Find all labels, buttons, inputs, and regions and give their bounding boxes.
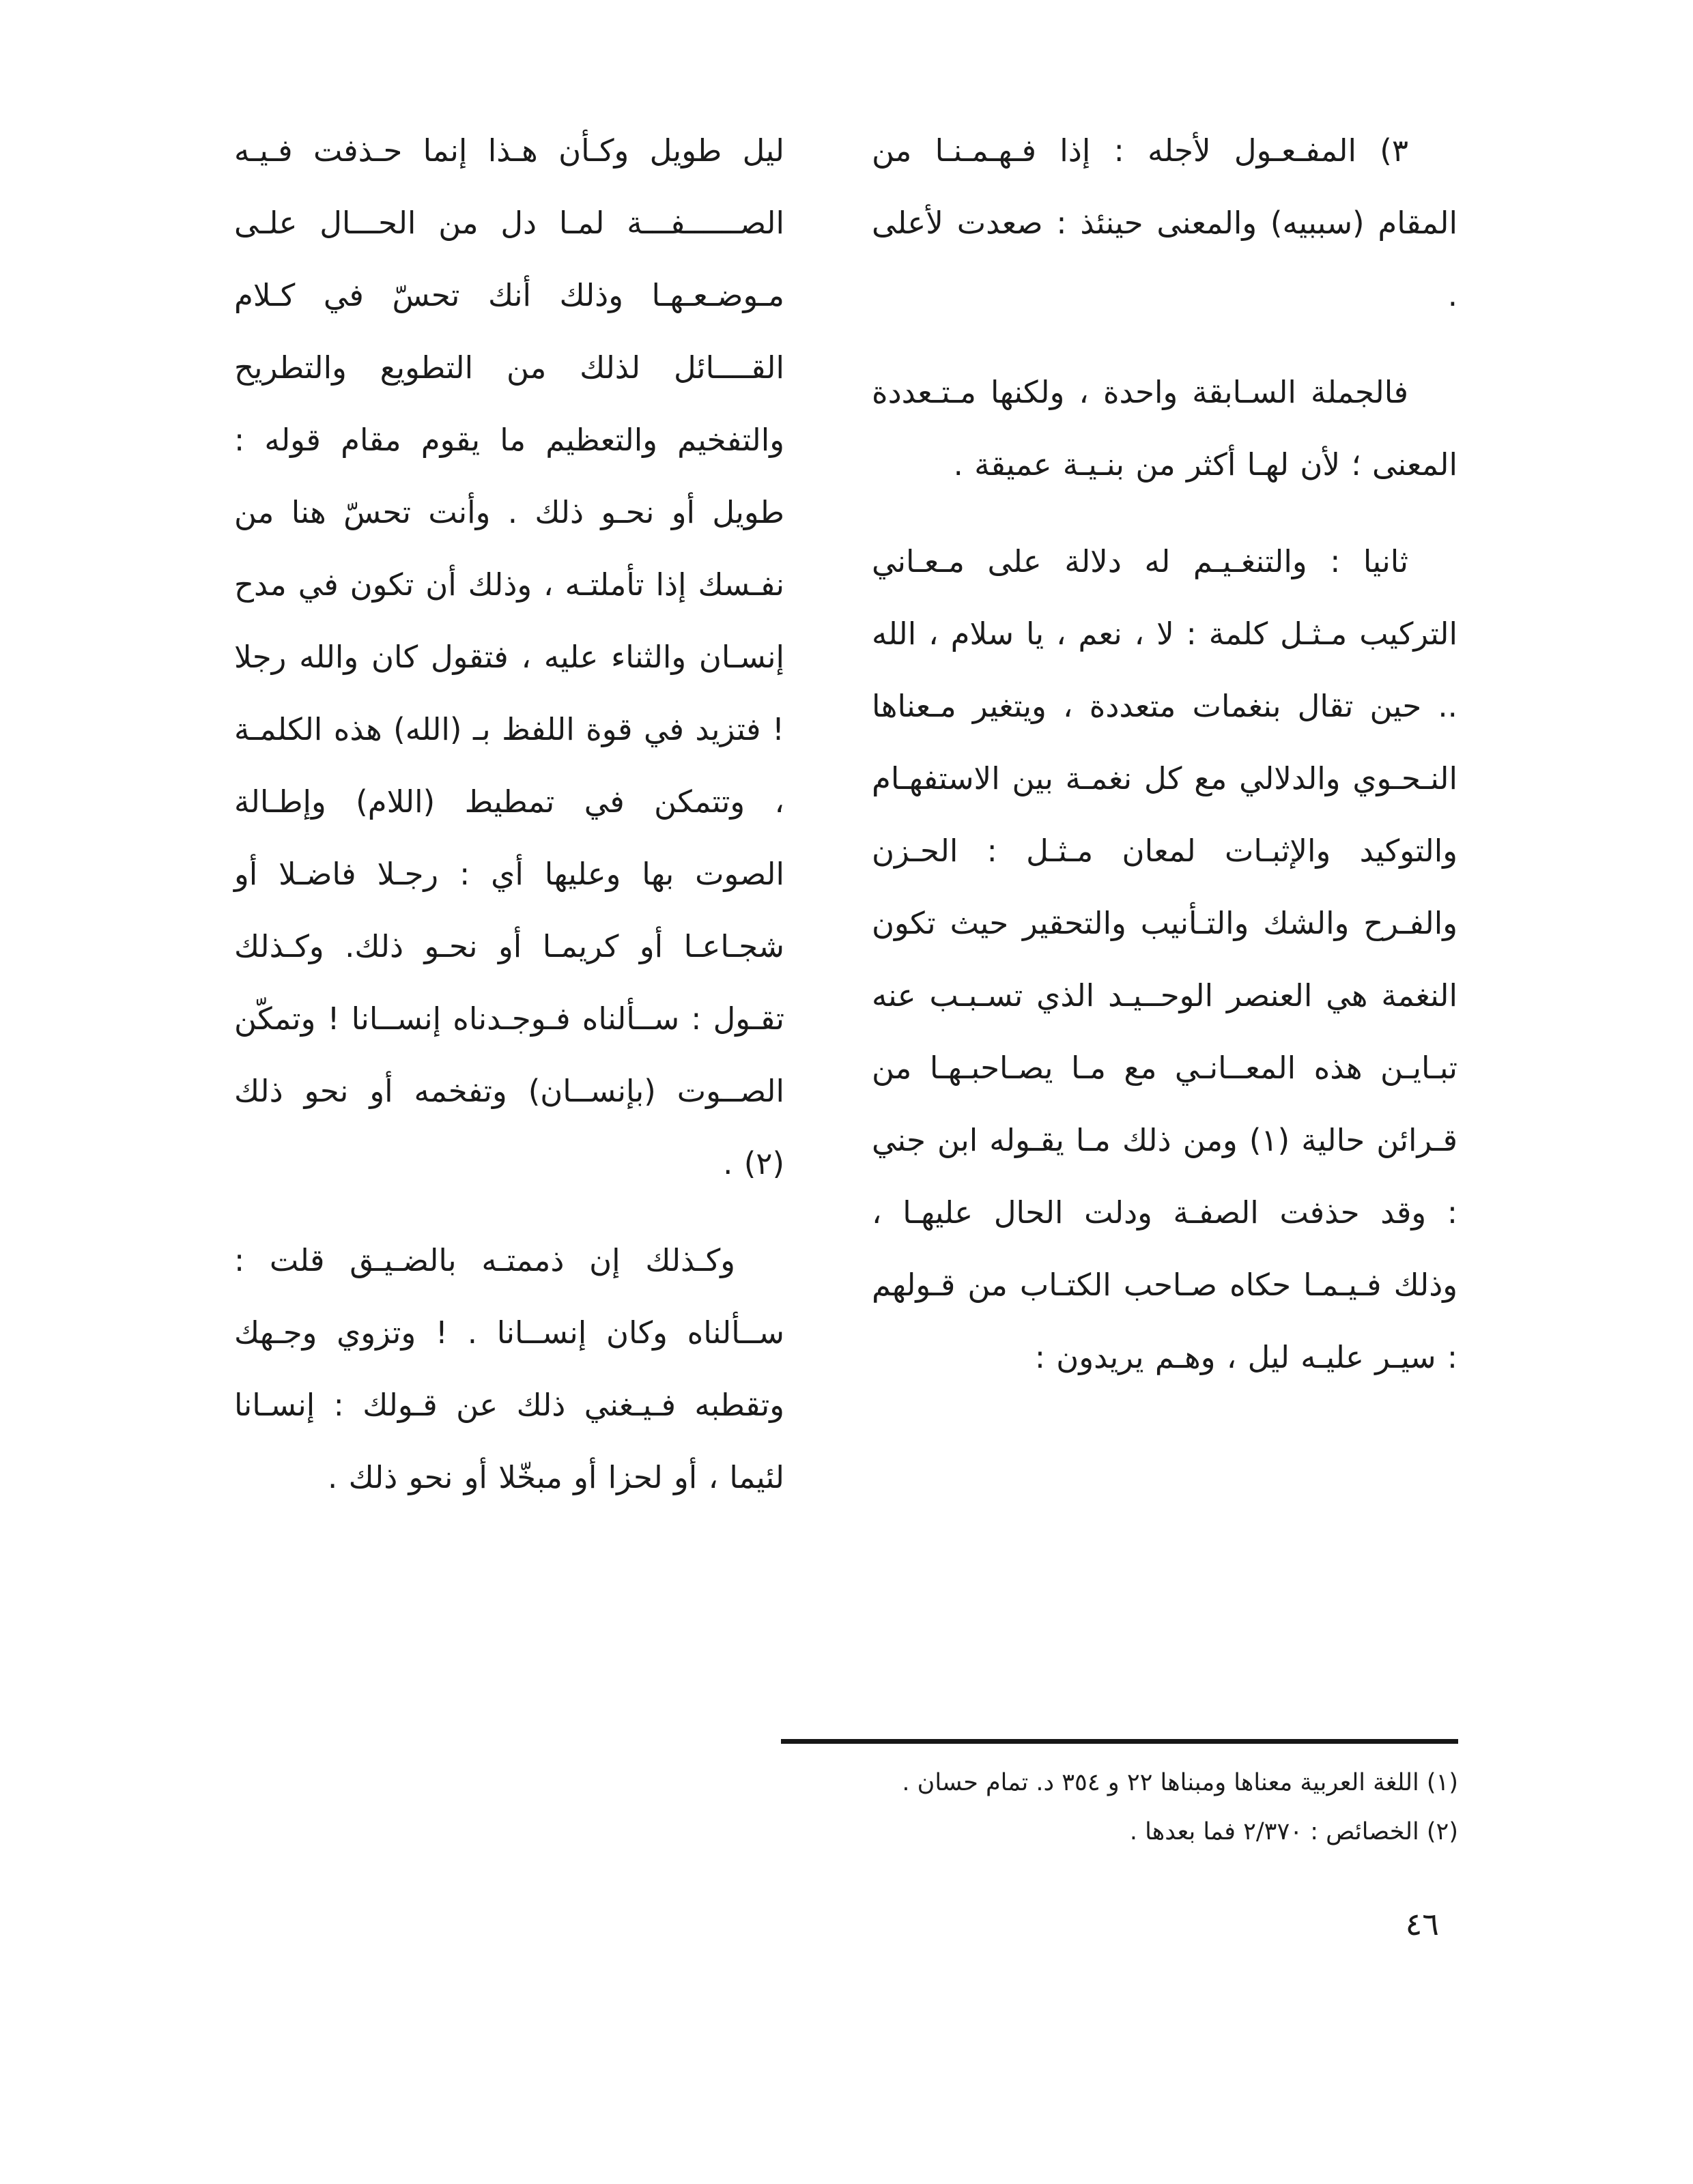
footnote-area [781, 1739, 1458, 1860]
footnote-separator [781, 1739, 1458, 1744]
paragraph-object-of-purpose: ٣) المفـعـول لأجله : إذا فـهـمـنـا من المقام (سببيه) والمعنى حينئذ : صعدت لأعلى . [872, 132, 1457, 313]
paragraph-sentence-meaning: فالجملة السـابقة واحدة ، ولكنها مـتـعددة المعنى ؛ لأن لهـا أكثر من بنـيـة عميقة . [872, 374, 1457, 483]
paragraph-ibn-jinni-quote: ليل طويل وكـأن هـذا إنما حـذفت فـيـه الصــــــفـــة لمـا دل من الحـــال علـى مـوضـعـهـا وذلك أنك تحسّ في كـلام القــــائل لذلك من التطويع والتطريح والتفخيم والتعظيم ما يقوم مقام قوله : طويل أو نحـو ذلك . وأنت تحسّ هنا من نفـسك إذا تأملتـه ، وذلك أن تكون في مدح إنسـان والثناء عليه ، فتقول كان والله رجلا ! فتزيد في قوة اللفظ بـ (الله) هذه الكلمـة ، وتتمكن في تمطيط (اللام) وإطـالة الصوت بها وعليها أي : رجـلا فاضـلا أو شجـاعـا أو كريمـا أو نحـو ذلك. وكـذلك تقـول : ســألناه فـوجـدناه إنســانا ! وتمكّن الصــوت (بإنســان) وتفخمه أو نحو ذلك (٢) . [234, 132, 784, 1181]
left-column [234, 115, 784, 1514]
right-column [872, 115, 1457, 1394]
footnote-2: (٢) الخصائص : ٢/٣٧٠ فما بعدها . [1129, 1818, 1458, 1845]
paragraph-intonation: ثانيا : والتنغـيـم له دلالة على مـعـاني التركيب مـثـل كلمة : لا ، نعم ، يا سلام ، الله .. حين تقال بنغمات متعددة ، ويتغير مـعناها النـحـوي والدلالي مع كل نغمـة بين الاستفهـام والتوكيد والإثبـات لمعان مـثـل : الحـزن والفـرح والشك والتـأنيب والتحقير حيث تكون النغمة هي العنصر الوحــيـد الذي تسـبـب عنه تبـايـن هذه المعــانـي مع مـا يصـاحبـهـا من قـرائن حالية (١) ومن ذلك مـا يقـوله ابن جني : وقد حذفت الصفـة ودلت الحال عليهـا ، وذلك فـيـمـا حكاه صـاحب الكتـاب من قـولهم : سيـر عليـه ليل ، وهـم يريدون : [872, 543, 1457, 1375]
page-columns [232, 115, 1457, 1514]
paragraph-dispraise-example: وكـذلك إن ذممتـه بالضـيـق قلت : ســألناه وكان إنســانا . ! وتزوي وجـهك وتقطبه فـيـغني ذلك عن قـولك : إنسـانا لئيما ، أو لحزا أو مبخّلا أو نحو ذلك . [234, 1242, 784, 1495]
page-number: ٤٦ [1405, 1906, 1439, 1942]
footnote-1: (١) اللغة العربية معناها ومبناها ٢٢ و ٣٥٤ د. تمام حسان . [902, 1769, 1458, 1796]
